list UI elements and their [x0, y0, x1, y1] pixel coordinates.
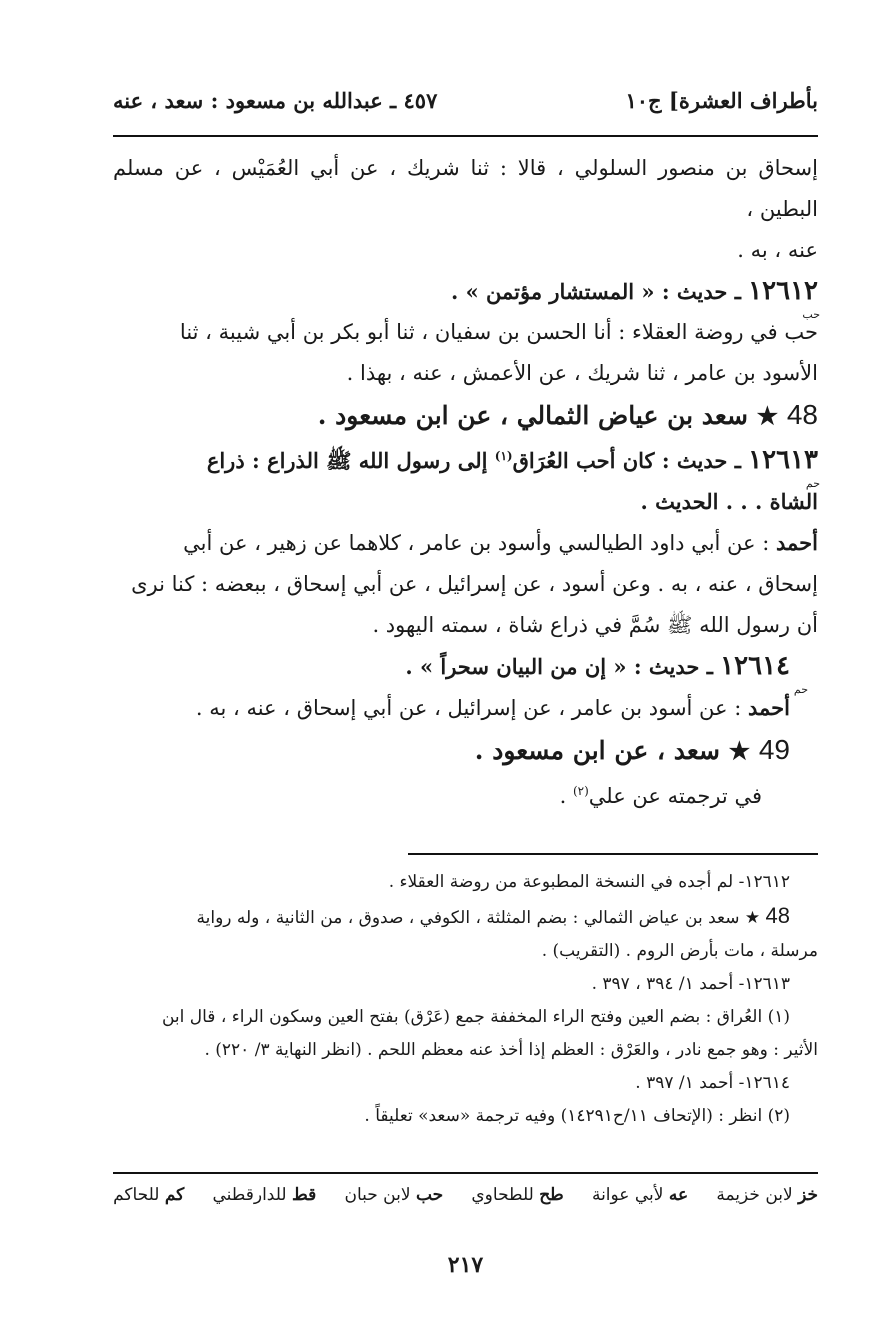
narrator-text: سعد ، عن ابن مسعود . — [474, 736, 720, 765]
hadith-number: ١٢٦١٤ — [720, 651, 790, 681]
text-line: إسحاق بن منصور السلولي ، قالا : ثنا شريك ، عن أبي العُمَيْس ، عن مسلم البطين ، — [113, 156, 818, 221]
text-line: في ترجمته عن علي$^{(٢)}$ . — [559, 784, 762, 808]
hadith-12613 — [113, 436, 820, 490]
footnote-line: ١٢٦١٢- لم أجده في النسخة المطبوعة من روضة العقلاء . — [388, 872, 790, 892]
legend-item: قط للدارقطني — [212, 1185, 317, 1205]
hadith-number: ١٢٦١٣ حم — [748, 445, 820, 490]
header-section-title: ٤٥٧ ـ عبدالله بن مسعود : سعد ، عنه — [113, 88, 438, 113]
source-name: أحمد — [776, 530, 818, 555]
footnote-line: ١٢٦١٤- أحمد ١/ ٣٩٧ . — [635, 1073, 790, 1093]
text-line: الأسود بن عامر ، ثنا شريك ، عن الأعمش ، عنه ، بهذا . — [346, 361, 818, 385]
hadith-number: ١٢٦١٢ حب — [748, 276, 820, 321]
hadith-text: ـ حديث : « إن من البيان سحراً » . — [405, 654, 713, 679]
hadith-text: ـ حديث : « المستشار مؤتمن » . — [450, 279, 741, 304]
header-rule — [113, 135, 818, 137]
hadith-12614 — [113, 646, 818, 687]
footnote-line: ١٢٦١٣- أحمد ١/ ٣٩٤ ، ٣٩٧ . — [591, 974, 790, 994]
narrator-number: 48 — [786, 399, 818, 430]
legend-item: خز لابن خزيمة — [716, 1185, 818, 1205]
footnote-line: (١) العُراق : بضم العين وفتح الراء المخففة جمع (عَرْق) بفتح العين وسكون الراء ، قال ابن — [161, 1007, 790, 1027]
main-text — [113, 148, 818, 817]
text-line: إسحاق ، عنه ، به . وعن أسود ، عن إسرائيل ، عن أبي إسحاق ، ببعضه : كنا نرى — [131, 572, 818, 596]
legend-item: طح للطحاوي — [471, 1185, 564, 1205]
hadith-12612 — [113, 271, 820, 321]
source-name: أحمد — [748, 695, 790, 720]
text-line: حب في روضة العقلاء : أنا الحسن بن سفيان ، ثنا أبو بكر بن أبي شيبة ، ثنا — [179, 320, 818, 344]
source-text: : عن أسود بن عامر ، عن إسرائيل ، عن أبي إسحاق ، عنه ، به . — [195, 696, 742, 720]
footnote-line: الأثير : وهو جمع نادر ، والعَرْق : العظم إذا أخذ عنه معظم اللحم . (انظر النهاية ٣/ ٢٢٠) . — [204, 1040, 818, 1060]
text-line — [113, 522, 818, 564]
footnote-line: 48 ★ سعد بن عياض الثمالي : بضم المثلثة ، الكوفي ، صدوق ، من الثانية ، وله رواية — [196, 903, 790, 928]
footnote-ref: (١) — [494, 449, 513, 463]
narrator-number: 48 — [765, 903, 790, 928]
page — [113, 0, 818, 1325]
text-line: أن رسول الله ﷺ سُمَّ في ذراع شاة ، سمته اليهود . — [372, 613, 818, 637]
footnotes — [113, 866, 818, 1133]
narrator-text: سعد بن عياض الثمالي ، عن ابن مسعود . — [317, 401, 748, 430]
footnote-rule — [408, 853, 818, 855]
source-sigla: حم — [805, 477, 820, 490]
header-book-title: بأطراف العشرة] ج١٠ — [625, 88, 818, 113]
narrator-number: 49 — [758, 734, 790, 765]
source-sigla: حب — [802, 308, 820, 321]
sigla-legend — [113, 1185, 818, 1205]
footnote-line: مرسلة ، مات بأرض الروم . (التقريب) . — [541, 941, 818, 961]
star-icon: ★ — [756, 401, 779, 430]
hadith-text: ـ حديث : كان أحب العُرَاق — [512, 448, 741, 473]
text-line: الشاة . . . الحديث . — [640, 489, 818, 514]
text-line: عنه ، به . — [737, 238, 818, 262]
page-number: ٢١٧ — [447, 1252, 484, 1278]
narrator-48 — [113, 394, 818, 436]
source-text: : عن أبي داود الطيالسي وأسود بن عامر ، كلاهما عن زهير ، عن أبي — [183, 531, 770, 555]
text-line — [113, 683, 818, 729]
legend-item: حب لابن حبان — [344, 1185, 444, 1205]
footnote-line: (٢) انظر : (الإتحاف ١١/ح١٤٢٩١) وفيه ترجمة «سعد» تعليقاً . — [364, 1106, 790, 1126]
footnote-ref: (٢) — [572, 784, 589, 798]
legend-item: كم للحاكم — [113, 1185, 185, 1205]
narrator-49 — [113, 729, 818, 771]
hadith-text-cont: إلى رسول الله ﷺ الذراع : ذراع — [206, 448, 488, 473]
star-icon: ★ — [728, 736, 751, 765]
source-sigla: حم — [793, 683, 808, 696]
legend-rule — [113, 1172, 818, 1174]
running-header — [113, 88, 818, 122]
legend-item: عه لأبي عوانة — [591, 1185, 689, 1205]
star-icon: ★ — [744, 908, 761, 928]
